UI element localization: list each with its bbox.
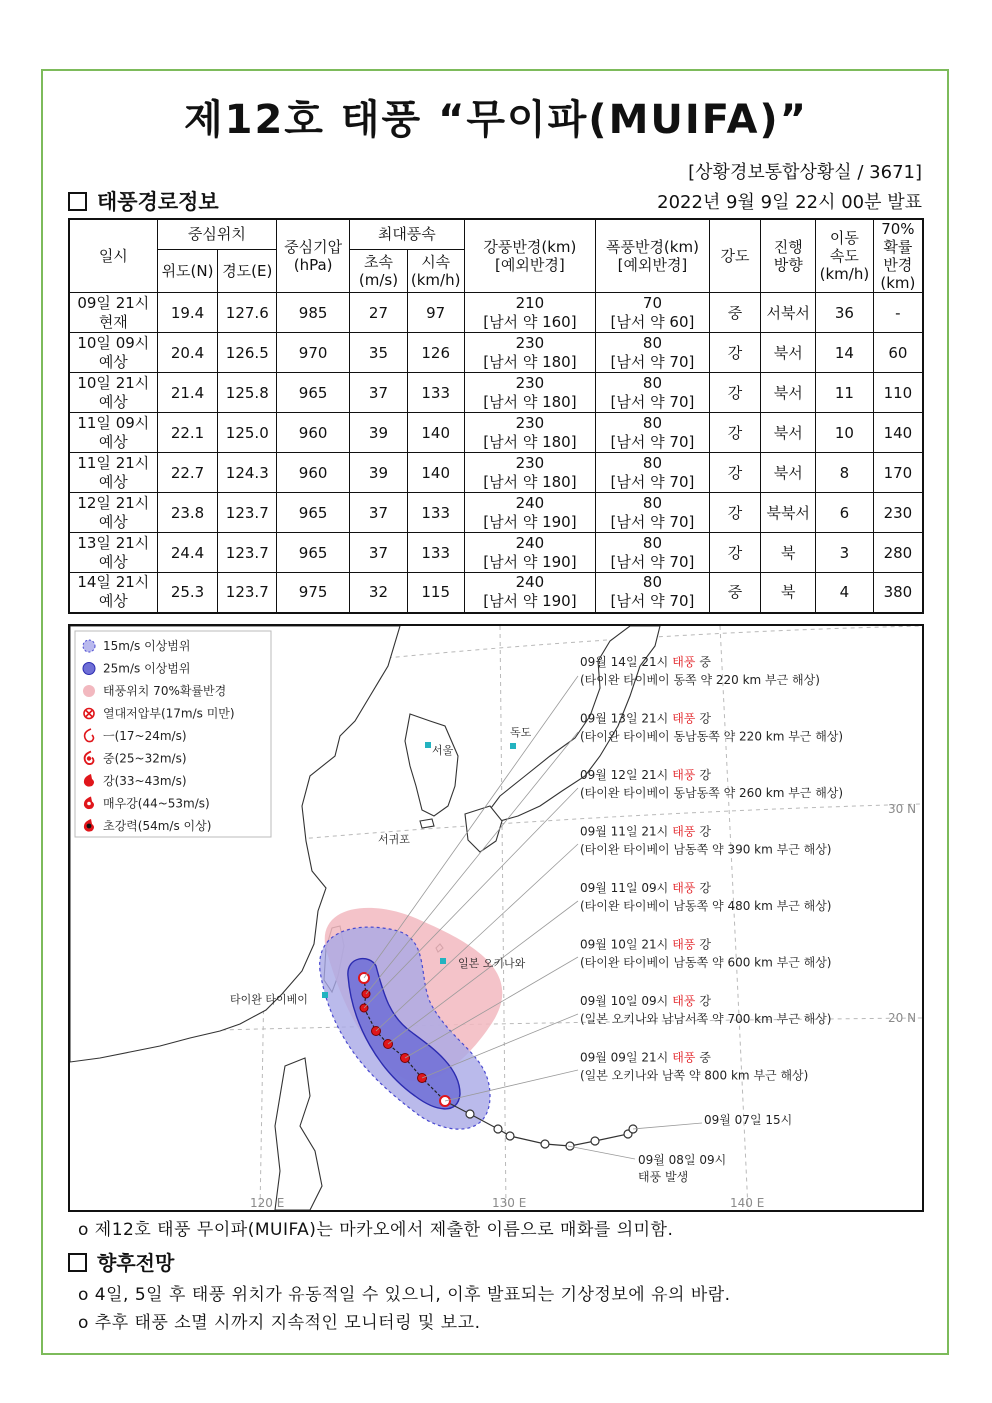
cell-storm-radius-line2: [남서 약 70] — [610, 552, 695, 571]
header-speed-line1: 이동 — [829, 229, 859, 247]
place-seogwipo: 서귀포 — [378, 833, 410, 846]
cell-gale-radius-line2: [남서 약 180] — [483, 472, 577, 491]
cell-storm-radius-line2: [남서 약 70] — [610, 472, 695, 491]
legend-label: 매우강(44~53m/s) — [103, 796, 210, 811]
cell-direction: 북북서 — [761, 493, 816, 533]
forecast-date: 09월 09일 21시 — [580, 1050, 669, 1065]
forecast-label-desc: (타이완 타이베이 남동쪽 약 480 km 부근 해상) — [580, 899, 832, 913]
checkbox-square-icon — [68, 192, 87, 211]
section-outlook-label: 향후전망 — [97, 1251, 175, 1275]
cell-wind-kmh: 115 — [407, 573, 464, 613]
forecast-grade: 강 — [699, 768, 711, 782]
cell-direction: 북 — [761, 573, 816, 613]
header-direction — [761, 219, 816, 293]
forecast-label-date — [580, 993, 711, 1008]
cell-gale-radius — [464, 333, 596, 373]
past-point — [591, 1137, 599, 1145]
cell-wind-ms: 27 — [350, 293, 408, 333]
cell-gale-radius-line2: [남서 약 180] — [483, 352, 577, 371]
cell-gale-radius — [464, 533, 596, 573]
cell-time-line1: 12일 21시 — [77, 493, 150, 512]
cell-lon: 123.7 — [218, 573, 277, 613]
cell-time-line2: 예상 — [98, 392, 128, 411]
cell-storm-radius-line2: [남서 약 70] — [610, 392, 695, 411]
table-row — [69, 373, 923, 413]
forecast-date: 09월 12일 21시 — [580, 768, 669, 782]
cell-intensity: 강 — [709, 333, 761, 373]
cell-wind-kmh: 133 — [407, 493, 464, 533]
place-seoul: 서울 — [432, 744, 454, 757]
cell-lon: 125.0 — [218, 413, 277, 453]
cell-prob-radius: 60 — [873, 333, 923, 373]
cell-intensity: 강 — [709, 533, 761, 573]
td-icon — [84, 709, 94, 719]
forecast-label-desc: (타이완 타이베이 동쪽 약 220 km 부근 해상) — [580, 673, 820, 687]
cell-storm-radius-line1: 70 — [642, 293, 662, 312]
header-pressure — [277, 219, 350, 293]
cell-pressure: 965 — [277, 373, 350, 413]
cell-lat: 22.1 — [157, 413, 218, 453]
past-point — [494, 1125, 502, 1133]
past-label-0907: 09월 07일 15시 — [704, 1113, 793, 1127]
cell-gale-radius-line2: [남서 약 190] — [483, 592, 577, 611]
legend-label: 15m/s 이상범위 — [103, 639, 191, 653]
cell-speed: 4 — [816, 573, 874, 613]
cell-wind-ms: 39 — [350, 453, 408, 493]
cell-storm-radius — [596, 453, 709, 493]
legend-label: 태풍위치 70%확률반경 — [103, 684, 227, 698]
header-kmh-line2: (km/h) — [410, 270, 461, 289]
cell-storm-radius-line2: [남서 약 70] — [610, 432, 695, 451]
name-note: o 제12호 태풍 무이파(MUIFA)는 마카오에서 제출한 이름으로 매화를 의미함. — [78, 1220, 674, 1240]
forecast-date: 09월 11일 09시 — [580, 881, 669, 895]
header-probability — [873, 219, 923, 293]
cell-lat: 23.8 — [157, 493, 218, 533]
header-max-wind: 최대풍속 — [350, 219, 464, 249]
legend-label: ㅡ(17~24m/s) — [103, 729, 187, 743]
table-row — [69, 453, 923, 493]
cell-time — [69, 293, 157, 333]
header-gale-radius — [464, 219, 596, 293]
cell-intensity: 강 — [709, 453, 761, 493]
cell-pressure: 960 — [277, 413, 350, 453]
header-kmh-line1: 시속 — [421, 252, 451, 271]
forecast-grade: 강 — [699, 937, 711, 952]
forecast-grade: 중 — [699, 655, 711, 669]
cell-time-line2: 예상 — [98, 432, 128, 451]
track-table-body — [69, 293, 923, 613]
cell-storm-radius-line1: 80 — [642, 333, 662, 352]
header-lon: 경도(E) — [218, 249, 277, 292]
cell-direction: 북서 — [761, 413, 816, 453]
header-prob-line1: 70% — [881, 220, 915, 238]
cell-storm-radius — [596, 413, 709, 453]
cell-time-line2: 예상 — [98, 472, 128, 491]
forecast-keyword: 태풍 — [672, 937, 696, 952]
header-ms — [350, 249, 408, 292]
cell-wind-kmh: 140 — [407, 453, 464, 493]
cell-gale-radius-line1: 240 — [515, 533, 545, 552]
header-time: 일시 — [69, 219, 157, 293]
forecast-label-date — [580, 711, 711, 726]
cell-time-line1: 09일 21시 — [77, 293, 150, 312]
forecast-date: 09월 10일 09시 — [580, 994, 669, 1008]
past-point — [466, 1110, 474, 1118]
cell-speed: 6 — [816, 493, 874, 533]
outlook-item-2: o 추후 태풍 소멸 시까지 지속적인 모니터링 및 보고. — [78, 1313, 481, 1333]
past-label-formation: 태풍 발생 — [638, 1170, 689, 1184]
cell-intensity: 강 — [709, 493, 761, 533]
cell-storm-radius — [596, 373, 709, 413]
issued-time: 2022년 9월 9일 22시 00분 발표 — [657, 192, 922, 213]
cell-gale-radius-line1: 230 — [515, 373, 545, 392]
outlook-item-1: o 4일, 5일 후 태풍 위치가 유동적일 수 있으니, 이후 발표되는 기상정보에 유의 바람. — [78, 1285, 731, 1305]
header-pressure-line1: 중심기압 — [284, 238, 343, 256]
cell-speed: 11 — [816, 373, 874, 413]
past-point — [541, 1140, 549, 1148]
forecast-keyword: 태풍 — [672, 768, 696, 782]
cell-lat: 20.4 — [157, 333, 218, 373]
forecast-keyword: 태풍 — [672, 655, 696, 669]
cell-time — [69, 573, 157, 613]
section-heading-route — [68, 186, 219, 216]
cell-wind-kmh: 133 — [407, 533, 464, 573]
forecast-label-desc: (일본 오키나와 남쪽 약 800 km 부근 해상) — [580, 1068, 809, 1083]
cell-storm-radius-line1: 80 — [642, 493, 662, 512]
header-intensity: 강도 — [709, 219, 761, 293]
cell-intensity: 중 — [709, 293, 761, 333]
cell-lon: 127.6 — [218, 293, 277, 333]
header-ms-line1: 초속 — [363, 252, 393, 271]
forecast-label-date — [580, 767, 711, 782]
cell-direction: 북서 — [761, 333, 816, 373]
seoul-marker-icon — [425, 742, 431, 748]
cell-intensity: 중 — [709, 573, 761, 613]
cell-time — [69, 453, 157, 493]
cell-time — [69, 413, 157, 453]
cell-lat: 25.3 — [157, 573, 218, 613]
cell-lon: 125.8 — [218, 373, 277, 413]
header-storm-radius — [596, 219, 709, 293]
cell-storm-radius-line1: 80 — [642, 373, 662, 392]
cell-gale-radius — [464, 493, 596, 533]
header-prob-line2: 확률 — [883, 238, 913, 256]
cell-wind-kmh: 133 — [407, 373, 464, 413]
forecast-date: 09월 10일 21시 — [580, 937, 669, 952]
forecast-date: 09월 11일 21시 — [580, 824, 669, 839]
cell-time-line1: 14일 21시 — [77, 573, 150, 592]
checkbox-square-icon — [68, 1253, 87, 1272]
forecast-grade: 강 — [699, 881, 711, 895]
typhoon-forecast-map — [68, 624, 924, 1212]
header-speed — [816, 219, 874, 293]
cell-wind-ms: 32 — [350, 573, 408, 613]
cell-pressure: 985 — [277, 293, 350, 333]
map-svg — [70, 626, 922, 1210]
cell-storm-radius-line1: 80 — [642, 413, 662, 432]
cell-gale-radius-line2: [남서 약 190] — [483, 552, 577, 571]
forecast-label-date — [580, 1050, 711, 1065]
cell-lat: 22.7 — [157, 453, 218, 493]
cell-lon: 123.7 — [218, 533, 277, 573]
header-gale-line2: [예외반경] — [495, 256, 565, 274]
cell-gale-radius-line2: [남서 약 160] — [483, 312, 577, 331]
jeju — [420, 819, 434, 828]
cell-gale-radius-line1: 210 — [515, 293, 545, 312]
legend-label: 열대저압부(17m/s 미만) — [103, 706, 235, 721]
cell-gale-radius-line1: 240 — [515, 573, 545, 592]
cell-time-line2: 예상 — [98, 512, 128, 531]
cell-wind-ms: 37 — [350, 493, 408, 533]
cell-gale-radius — [464, 373, 596, 413]
cell-storm-radius-line2: [남서 약 70] — [610, 592, 695, 611]
header-prob-line4: (km) — [880, 274, 916, 292]
cell-pressure: 970 — [277, 333, 350, 373]
blue-circle-icon — [83, 663, 95, 675]
cell-speed: 3 — [816, 533, 874, 573]
header-gale-line1: 강풍반경(km) — [483, 238, 577, 256]
cell-storm-radius — [596, 573, 709, 613]
cell-pressure: 975 — [277, 573, 350, 613]
cell-gale-radius-line2: [남서 약 180] — [483, 392, 577, 411]
table-row — [69, 533, 923, 573]
cell-storm-radius-line2: [남서 약 70] — [610, 512, 695, 531]
cell-direction: 북 — [761, 533, 816, 573]
typhoon-track-table — [68, 218, 924, 614]
cell-prob-radius: 280 — [873, 533, 923, 573]
header-center: 중심위치 — [157, 219, 277, 249]
cell-time-line1: 10일 09시 — [77, 333, 150, 352]
cell-lat: 21.4 — [157, 373, 218, 413]
cell-gale-radius-line1: 230 — [515, 333, 545, 352]
cell-lon: 123.7 — [218, 493, 277, 533]
past-label-0908: 09월 08일 09시 — [638, 1153, 727, 1167]
taipei-marker-icon — [322, 992, 328, 998]
place-taipei: 타이완 타이베이 — [230, 993, 308, 1006]
cell-storm-radius-line2: [남서 약 70] — [610, 352, 695, 371]
cell-prob-radius: - — [873, 293, 923, 333]
cell-speed: 10 — [816, 413, 874, 453]
header-speed-line2: 속도 — [829, 247, 859, 265]
cell-time-line2: 현재 — [98, 312, 128, 331]
cell-storm-radius-line1: 80 — [642, 453, 662, 472]
forecast-keyword: 태풍 — [672, 824, 696, 839]
cell-storm-radius — [596, 533, 709, 573]
forecast-label-desc: (타이완 타이베이 남동쪽 약 600 km 부근 해상) — [580, 955, 832, 970]
cell-pressure: 965 — [277, 493, 350, 533]
table-row — [69, 293, 923, 333]
cell-gale-radius — [464, 293, 596, 333]
cell-wind-kmh: 97 — [407, 293, 464, 333]
cell-storm-radius — [596, 493, 709, 533]
section-heading-outlook — [68, 1247, 174, 1276]
table-row — [69, 333, 923, 373]
map-legend — [75, 631, 271, 837]
forecast-keyword: 태풍 — [672, 1050, 696, 1065]
cell-time-line2: 예상 — [98, 592, 128, 611]
cell-lat: 19.4 — [157, 293, 218, 333]
table-row — [69, 493, 923, 533]
cell-prob-radius: 170 — [873, 453, 923, 493]
header-direction-line2: 방향 — [773, 256, 803, 274]
forecast-label-desc: (타이완 타이베이 남동쪽 약 390 km 부근 해상) — [580, 842, 832, 857]
forecast-keyword: 태풍 — [672, 994, 696, 1008]
office-label: [상황경보통합상황실 / 3671] — [688, 162, 922, 183]
cell-wind-ms: 39 — [350, 413, 408, 453]
header-prob-line3: 반경 — [883, 256, 913, 274]
cell-gale-radius-line2: [남서 약 190] — [483, 512, 577, 531]
cell-wind-ms: 37 — [350, 533, 408, 573]
forecast-label-date — [580, 937, 711, 952]
legend-label: 강(33~43m/s) — [103, 774, 187, 788]
cell-storm-radius — [596, 333, 709, 373]
forecast-label-desc: (일본 오키나와 남남서쪽 약 700 km 부근 해상) — [580, 1012, 832, 1026]
cell-gale-radius — [464, 453, 596, 493]
header-storm-line2: [예외반경] — [617, 256, 688, 274]
cell-wind-kmh: 140 — [407, 413, 464, 453]
cell-pressure: 965 — [277, 533, 350, 573]
cell-time-line2: 예상 — [98, 552, 128, 571]
cell-gale-radius-line1: 230 — [515, 413, 545, 432]
cell-time-line1: 13일 21시 — [77, 533, 150, 552]
cell-time — [69, 533, 157, 573]
lon-label-120e: 120 E — [250, 1196, 285, 1210]
cell-time-line1: 11일 09시 — [77, 413, 150, 432]
header-lat: 위도(N) — [157, 249, 218, 292]
forecast-grade: 중 — [699, 1050, 711, 1065]
cell-storm-radius-line1: 80 — [642, 533, 662, 552]
lat-label-30n: 30 N — [888, 802, 917, 816]
cell-direction: 북서 — [761, 453, 816, 493]
page-title: 제12호 태풍 “무이파(MUIFA)” — [184, 97, 808, 143]
cell-intensity: 강 — [709, 413, 761, 453]
cell-gale-radius — [464, 413, 596, 453]
header-direction-line1: 진행 — [773, 238, 803, 256]
cell-gale-radius-line1: 230 — [515, 453, 545, 472]
dokdo-marker-icon — [510, 743, 516, 749]
past-point — [506, 1132, 514, 1140]
cell-intensity: 강 — [709, 373, 761, 413]
place-dokdo: 독도 — [510, 726, 532, 739]
cell-speed: 36 — [816, 293, 874, 333]
forecast-label-date — [580, 654, 711, 669]
cell-storm-radius-line1: 80 — [642, 573, 662, 592]
cell-time — [69, 333, 157, 373]
cell-time-line1: 10일 21시 — [77, 373, 150, 392]
cell-pressure: 960 — [277, 453, 350, 493]
table-row — [69, 573, 923, 613]
cell-prob-radius: 230 — [873, 493, 923, 533]
cell-prob-radius: 110 — [873, 373, 923, 413]
forecast-keyword: 태풍 — [672, 881, 696, 895]
header-ms-line2: (m/s) — [358, 270, 399, 289]
cell-prob-radius: 140 — [873, 413, 923, 453]
cell-wind-ms: 35 — [350, 333, 408, 373]
forecast-grade: 강 — [699, 994, 711, 1008]
table-row — [69, 413, 923, 453]
cell-time-line1: 11일 21시 — [77, 453, 150, 472]
cell-direction: 북서 — [761, 373, 816, 413]
cell-gale-radius-line1: 240 — [515, 493, 545, 512]
cell-time-line2: 예상 — [98, 352, 128, 371]
cell-time — [69, 373, 157, 413]
forecast-label-desc: (타이완 타이베이 동남동쪽 약 220 km 부근 해상) — [580, 729, 844, 744]
forecast-label-date — [580, 880, 711, 895]
cell-storm-radius-line2: [남서 약 60] — [610, 312, 695, 331]
legend-label: 중(25~32m/s) — [103, 751, 187, 766]
cell-speed: 14 — [816, 333, 874, 373]
lat-label-20n: 20 N — [888, 1011, 917, 1025]
place-okinawa: 일본 오키나와 — [458, 957, 526, 970]
forecast-label-desc: (타이완 타이베이 동남동쪽 약 260 km 부근 해상) — [580, 786, 844, 800]
cell-speed: 8 — [816, 453, 874, 493]
header-pressure-line2: (hPa) — [293, 256, 333, 274]
section-route-label: 태풍경로정보 — [97, 190, 219, 214]
cell-gale-radius — [464, 573, 596, 613]
dotted-circle-icon — [83, 640, 95, 652]
forecast-grade: 강 — [699, 711, 711, 726]
okinawa-marker-icon — [440, 958, 446, 964]
cell-gale-radius-line2: [남서 약 180] — [483, 432, 577, 451]
cell-direction: 서북서 — [761, 293, 816, 333]
cell-storm-radius — [596, 293, 709, 333]
cell-time — [69, 493, 157, 533]
legend-label: 초강력(54m/s 이상) — [103, 819, 212, 833]
header-storm-line1: 폭풍반경(km) — [605, 238, 699, 256]
cell-prob-radius: 380 — [873, 573, 923, 613]
cell-lon: 124.3 — [218, 453, 277, 493]
header-speed-line3: (km/h) — [819, 265, 870, 283]
forecast-date: 09월 14일 21시 — [580, 655, 669, 669]
forecast-keyword: 태풍 — [672, 711, 696, 726]
forecast-grade: 강 — [699, 824, 711, 839]
cell-lon: 126.5 — [218, 333, 277, 373]
cell-wind-ms: 37 — [350, 373, 408, 413]
legend-label: 25m/s 이상범위 — [103, 661, 191, 676]
forecast-date: 09월 13일 21시 — [580, 711, 669, 726]
header-kmh — [407, 249, 464, 292]
cell-lat: 24.4 — [157, 533, 218, 573]
forecast-label-date — [580, 824, 711, 839]
lon-label-140e: 140 E — [730, 1196, 765, 1210]
pink-circle-icon — [83, 685, 95, 697]
lon-label-130e: 130 E — [492, 1196, 527, 1210]
cell-wind-kmh: 126 — [407, 333, 464, 373]
